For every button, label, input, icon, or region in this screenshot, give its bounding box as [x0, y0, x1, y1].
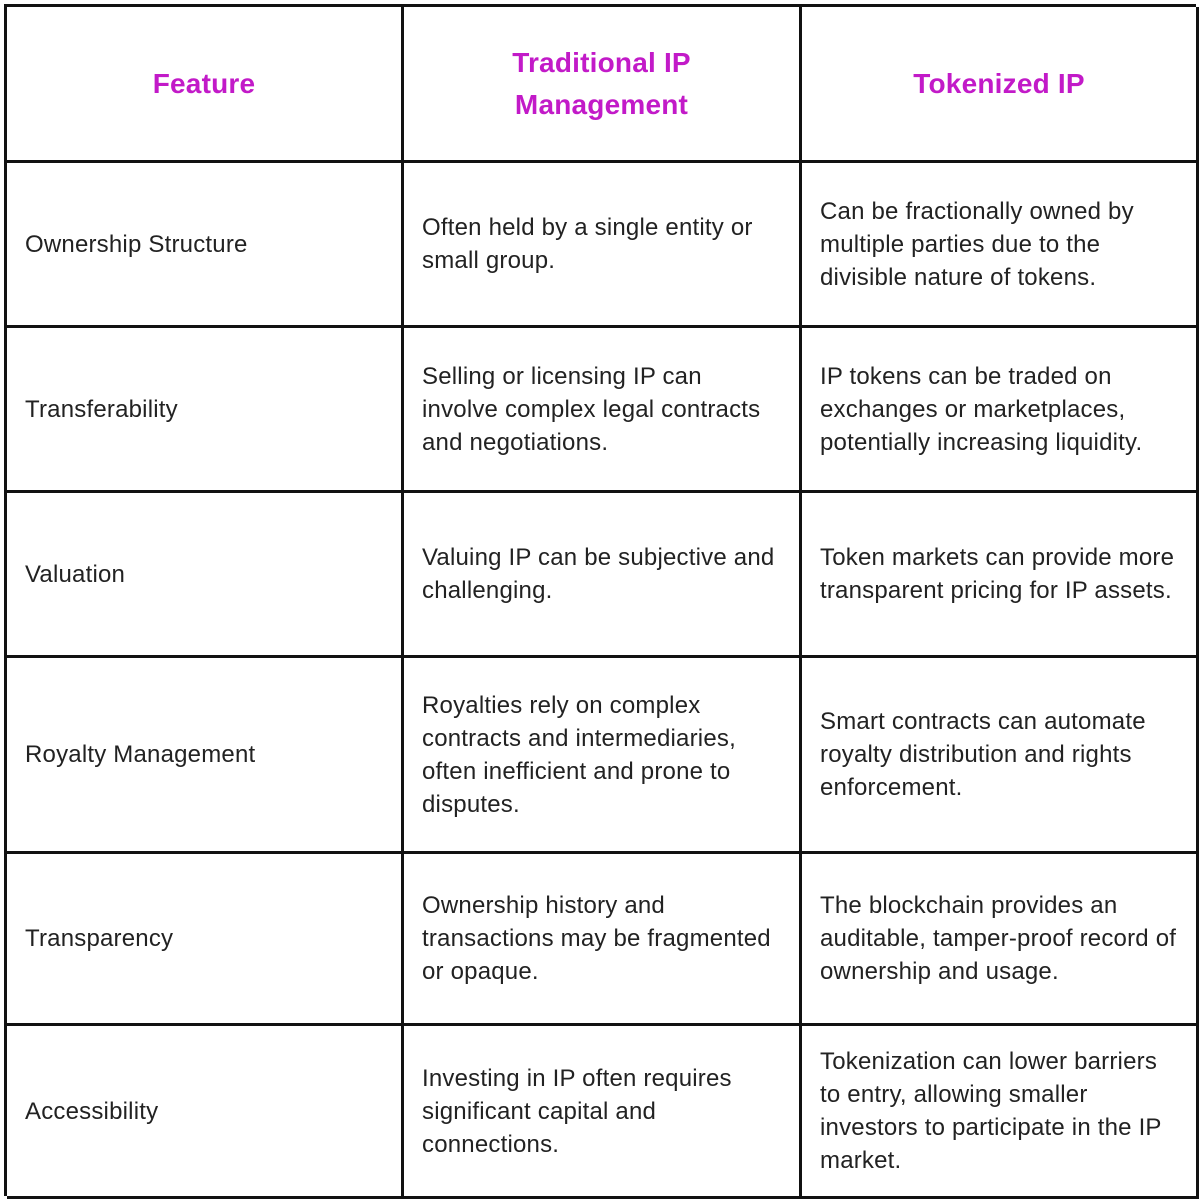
- row-feature-transferability: Transferability: [7, 328, 404, 493]
- row-tokenized-royalty-management: Smart contracts can automate royalty distribution and rights enforcement.: [802, 658, 1199, 854]
- row-feature-valuation: Valuation: [7, 493, 404, 658]
- row-tokenized-transferability: IP tokens can be traded on exchanges or marketplaces, potentially increasing liquidity.: [802, 328, 1199, 493]
- header-traditional-ip: Traditional IP Management: [404, 7, 802, 163]
- row-traditional-ownership-structure: Often held by a single entity or small group.: [404, 163, 802, 328]
- row-feature-transparency: Transparency: [7, 854, 404, 1026]
- row-traditional-royalty-management: Royalties rely on complex contracts and intermediaries, often inefficient and prone to disputes.: [404, 658, 802, 854]
- row-feature-ownership-structure: Ownership Structure: [7, 163, 404, 328]
- row-tokenized-transparency: The blockchain provides an auditable, tamper-proof record of ownership and usage.: [802, 854, 1199, 1026]
- row-tokenized-valuation: Token markets can provide more transparent pricing for IP assets.: [802, 493, 1199, 658]
- row-tokenized-accessibility: Tokenization can lower barriers to entry, allowing smaller investors to participate in the IP market.: [802, 1026, 1199, 1199]
- row-traditional-accessibility: Investing in IP often requires significant capital and connections.: [404, 1026, 802, 1199]
- row-feature-accessibility: Accessibility: [7, 1026, 404, 1199]
- row-traditional-transferability: Selling or licensing IP can involve complex legal contracts and negotiations.: [404, 328, 802, 493]
- row-traditional-valuation: Valuing IP can be subjective and challenging.: [404, 493, 802, 658]
- row-tokenized-ownership-structure: Can be fractionally owned by multiple parties due to the divisible nature of tokens.: [802, 163, 1199, 328]
- row-traditional-transparency: Ownership history and transactions may be fragmented or opaque.: [404, 854, 802, 1026]
- header-tokenized-ip: Tokenized IP: [802, 7, 1199, 163]
- row-feature-royalty-management: Royalty Management: [7, 658, 404, 854]
- comparison-table: [4, 4, 1196, 1196]
- header-feature: Feature: [7, 7, 404, 163]
